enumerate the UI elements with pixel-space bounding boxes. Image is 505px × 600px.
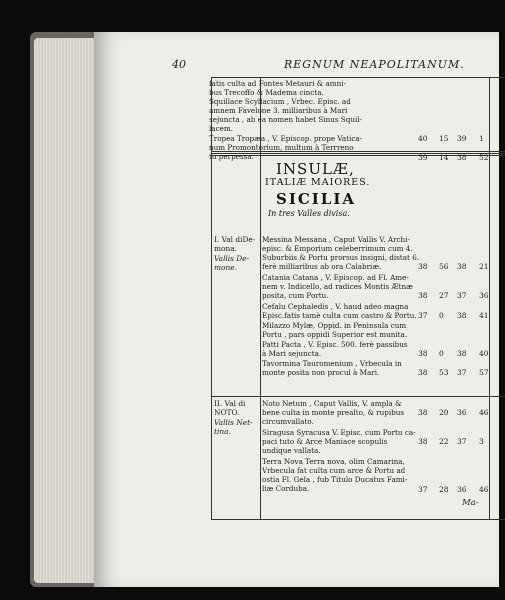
coord-degrees: 38 — [418, 437, 428, 446]
text-line: Messina Messana , Caput Vallis V. Archi- — [262, 235, 410, 244]
coord-minutes: 22 — [439, 437, 449, 446]
catchword: Ma- — [462, 498, 479, 508]
entry-milazzo — [262, 321, 412, 339]
coord-minutes: 14 — [439, 153, 449, 162]
entry-patti — [262, 340, 412, 358]
text-line: Tavormina Tauromenium , Vrbecula in — [262, 359, 402, 368]
coord-minutes: 28 — [439, 485, 449, 494]
entry-messina — [262, 235, 420, 272]
text-line: Siragusa Syracusa V. Episc. cum Portu ca- — [262, 428, 416, 437]
coord-minutes: 0 — [439, 311, 444, 320]
region-name: NOTO. — [214, 408, 240, 418]
text-line: episc. & Emporium celeberrimum cum 4. — [262, 244, 413, 254]
coord-minutes: 46 — [479, 408, 489, 417]
page-header — [94, 58, 499, 76]
coord-degrees: 37 — [457, 291, 467, 300]
text-line: paci tuto & Arce Maniace scopulis — [262, 437, 388, 447]
text-line: ostia Fl. Gela , fub Titulo Ducatus Fami- — [262, 475, 408, 485]
coord-minutes: 21 — [479, 262, 489, 271]
coord-minutes: 41 — [479, 311, 489, 320]
entry-cefalu — [262, 302, 417, 321]
text-line: sejuncta , ab ea nomen habet Sinus Squil- — [209, 115, 362, 125]
text-line: monte posita non procul à Mari. — [262, 368, 380, 378]
coord-degrees: 37 — [418, 485, 428, 494]
page-number: 40 — [172, 58, 186, 71]
region-name: II. Val di — [214, 399, 246, 408]
top-block-entries — [209, 79, 393, 161]
region-latin: mone. — [214, 263, 237, 273]
book — [34, 32, 504, 587]
text-line: nem v. Indicello, ad radices Montis Ætnæ — [262, 282, 413, 292]
coord-degrees: 37 — [418, 311, 428, 320]
coord-degrees: 38 — [418, 368, 428, 377]
region-divider — [212, 396, 505, 397]
region-latin: tina. — [214, 427, 231, 437]
text-line: lacem. — [209, 124, 233, 134]
text-line: Squillace Scyllacium , Vrbec. Episc. ad — [209, 97, 351, 107]
text-line: ferè milliaribus ab ora Calabriæ. — [262, 262, 382, 272]
coord-minutes: 46 — [479, 485, 489, 494]
coord-minutes: 27 — [439, 291, 449, 300]
coord-minutes: 40 — [479, 349, 489, 358]
coord-degrees: 38 — [418, 349, 428, 358]
entry-siragusa — [262, 428, 416, 456]
text-line: posita, cum Portu. — [262, 291, 329, 301]
coord-column-rule-1 — [489, 78, 490, 519]
text-line: Catania Catana , V. Episcop. ad Fl. Ame- — [262, 273, 409, 282]
heading-subtitle: In tres Valles divisa. — [268, 209, 350, 218]
region-name: I. Val diDe- — [214, 235, 256, 244]
text-line: Patti Pacta , V. Episc. 500. ferè passibus — [262, 340, 408, 349]
text-line: bene culta in monte prealto, & rupibus — [262, 408, 405, 418]
coord-degrees: 39 — [457, 134, 467, 143]
coord-degrees: 38 — [457, 349, 467, 358]
page-edges — [34, 38, 96, 583]
coord-degrees: 36 — [457, 485, 467, 494]
coord-degrees: 38 — [457, 262, 467, 271]
entry-catania — [262, 273, 412, 300]
text-line: amnem Favelone 3. milliaribus à Mari — [209, 106, 348, 116]
text-line: bus Trecoffo & Madema cincta. — [209, 88, 324, 98]
coord-degrees: 37 — [457, 368, 467, 377]
coord-degrees: 39 — [418, 153, 428, 162]
running-title: REGNUM NEAPOLITANUM. — [284, 58, 465, 71]
text-line: tu perpessa. — [209, 151, 254, 161]
text-line: Noto Netum , Caput Vallis, V. ampla & — [262, 399, 402, 408]
region-latin: Vallis De- — [214, 253, 250, 263]
region-latin: Vallis Net- — [214, 417, 253, 427]
text-line: Portu , pars oppidi Superior est munita. — [262, 330, 408, 340]
text-line: Cefalu Cephaledis , V. haud adeo magna — [262, 302, 409, 311]
text-line: num Promontorium, multum à Terrreno — [209, 142, 354, 152]
entry-noto — [262, 399, 412, 426]
coord-degrees: 38 — [457, 153, 467, 162]
region-name: mona. — [214, 244, 237, 254]
entry-terra-nova — [262, 457, 412, 493]
text-line: undique vallata. — [262, 446, 321, 456]
text-line: Suburbiis & Portu prorsus insigni, distat 6. — [262, 253, 420, 263]
text-line: fatis culta ad Fontes Metauri & amni- — [209, 79, 346, 88]
coord-degrees: 40 — [418, 134, 428, 143]
coord-minutes: 15 — [439, 134, 449, 143]
text-line: circumvallato. — [262, 417, 314, 427]
coord-degrees: 38 — [418, 262, 428, 271]
coord-degrees: 38 — [418, 291, 428, 300]
coord-minutes: 1 — [479, 134, 484, 143]
text-line: Terra Nova Terra nova, olim Camarina, — [262, 457, 405, 466]
text-line: à Mari sejuncta. — [262, 349, 322, 359]
coord-minutes: 52 — [479, 153, 489, 162]
entry-tavormina — [262, 359, 412, 377]
coord-minutes: 20 — [439, 408, 449, 417]
text-line: Tropea Tropæa , V. Episcop. prope Vatica- — [209, 133, 363, 143]
book-page — [94, 32, 499, 587]
text-line: Episc.fatis tamè culta cum castro & Portu. — [262, 311, 417, 321]
coord-minutes: 0 — [439, 349, 444, 358]
text-line: liæ Corduba. — [262, 484, 310, 494]
coord-minutes: 57 — [479, 368, 489, 377]
coord-minutes: 53 — [439, 368, 449, 377]
coord-degrees: 37 — [457, 437, 467, 446]
region-label — [214, 399, 264, 437]
coord-minutes: 36 — [479, 291, 489, 300]
coord-degrees: 36 — [457, 408, 467, 417]
heading-insulae: INSULÆ, — [276, 160, 355, 178]
coord-minutes: 3 — [479, 437, 484, 446]
coord-minutes: 56 — [439, 262, 449, 271]
coord-degrees: 38 — [418, 408, 428, 417]
text-line: Vrbecula fat culta cum arce & Portu ad — [262, 466, 406, 476]
coord-degrees: 38 — [457, 311, 467, 320]
text-line: Milazzo Mylæ, Oppid. in Peninsula cum — [262, 321, 407, 330]
region-label — [214, 235, 264, 273]
heading-italiae: ITALIÆ MAIORES. — [265, 177, 371, 188]
heading-sicilia: SICILIA — [276, 190, 357, 208]
